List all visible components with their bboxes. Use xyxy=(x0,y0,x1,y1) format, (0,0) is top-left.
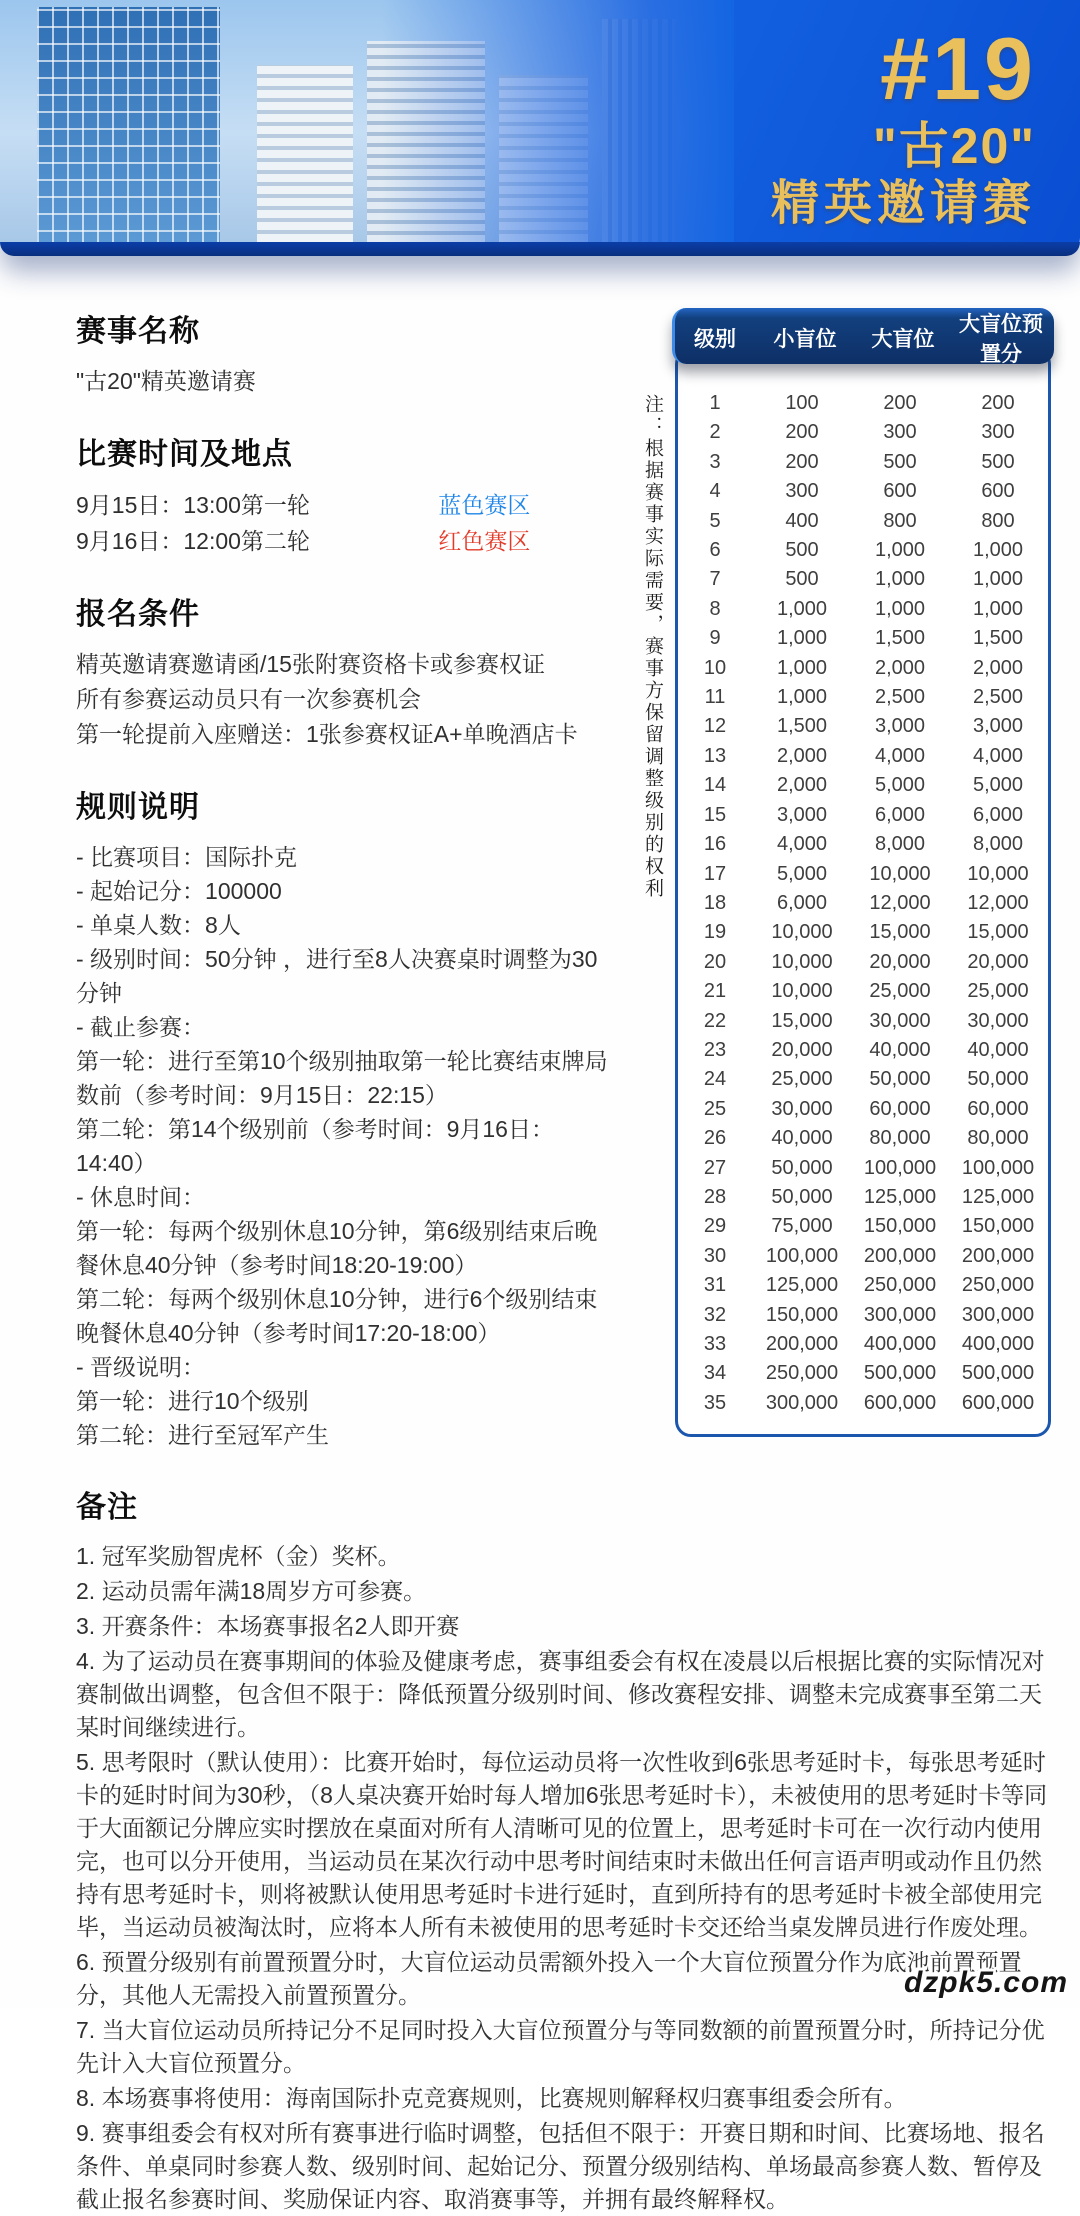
cell-ante: 25,000 xyxy=(967,980,1029,1003)
rule-line: - 起始记分：100000 xyxy=(76,878,282,904)
cell-ante: 150,000 xyxy=(961,1215,1035,1238)
cell-ante: 6,000 xyxy=(972,803,1024,826)
blinds-table-row xyxy=(678,565,1048,594)
rule-line: - 比赛项目：国际扑克 xyxy=(76,844,298,870)
cell-level: 6 xyxy=(709,539,721,562)
blinds-table-row xyxy=(678,977,1048,1006)
cell-small-blind: 500 xyxy=(785,539,819,562)
cell-big-blind: 5,000 xyxy=(874,774,926,797)
blinds-table-row xyxy=(678,801,1048,830)
cell-ante: 400,000 xyxy=(961,1333,1035,1355)
col-header-ante: 大盲位预置分 xyxy=(959,313,1043,366)
cell-ante: 5,000 xyxy=(972,774,1024,797)
cell-small-blind: 2,000 xyxy=(776,744,828,767)
schedule-time: 9月16日：12:00第二轮 xyxy=(76,528,310,554)
blinds-table-row xyxy=(678,1036,1048,1065)
cell-big-blind: 600,000 xyxy=(863,1391,937,1414)
cell-big-blind: 25,000 xyxy=(869,980,931,1003)
event-name-value: "古20"精英邀请赛 xyxy=(76,368,256,394)
cell-small-blind: 1,000 xyxy=(776,627,828,650)
rule-line: 第二轮：第14个级别前（参考时间：9月16日：14:40） xyxy=(76,1116,554,1176)
cell-big-blind: 125,000 xyxy=(863,1185,937,1208)
cell-level: 16 xyxy=(703,833,727,856)
cell-small-blind: 200 xyxy=(785,450,819,473)
watermark: dzpk5.com xyxy=(903,1966,1068,1999)
event-number: #19 xyxy=(880,19,1036,118)
cell-small-blind: 50,000 xyxy=(771,1185,833,1208)
cell-ante: 250,000 xyxy=(961,1274,1035,1297)
cell-level: 20 xyxy=(703,950,727,973)
cell-ante: 15,000 xyxy=(967,921,1029,944)
blinds-table-card xyxy=(672,308,1054,1437)
blinds-table-row xyxy=(678,1301,1048,1330)
cell-ante: 600,000 xyxy=(961,1391,1035,1414)
cell-big-blind: 4,000 xyxy=(874,744,926,767)
col-header-small-blind: 小盲位 xyxy=(773,328,837,351)
cell-big-blind: 8,000 xyxy=(874,833,926,856)
cell-level: 26 xyxy=(703,1127,727,1150)
cell-ante: 1,000 xyxy=(972,597,1024,620)
cell-big-blind: 500,000 xyxy=(863,1362,937,1385)
cell-small-blind: 150,000 xyxy=(765,1303,839,1326)
cell-level: 18 xyxy=(703,891,727,914)
note-item: 5. 思考限时（默认使用）：比赛开始时，每位运动员将一次性收到6张思考延时卡，每张思考延时卡的延时时间为30秒，（8人桌决赛开始时每人增加6张思考延时卡），未被使用的思考延时卡等同于大面额记分牌应实时摆放在桌面对所有人清晰可见的位置上，思考延时卡可在一次行动内使用完，也可以分开使用，当运动员在某次行动中思考时间结束时未做出任何言语声明或动作且仍然持有思考延时卡，则将被默认使用思考延时卡进行延时，直到所持有的思考延时卡被全部使用完毕，当运动员被淘汰时，应将本人所有未被使用的思考延时卡交还给当桌发牌员进行作废处理。 xyxy=(76,1749,1048,1940)
rule-line: 第一轮：进行10个级别 xyxy=(76,1388,309,1414)
blinds-table-row xyxy=(678,683,1048,712)
cell-small-blind: 1,000 xyxy=(776,656,828,679)
cell-small-blind: 10,000 xyxy=(771,921,833,944)
cell-big-blind: 1,000 xyxy=(874,597,926,620)
cell-big-blind: 3,000 xyxy=(874,715,926,738)
cell-level: 12 xyxy=(703,715,727,738)
cell-big-blind: 40,000 xyxy=(869,1038,931,1061)
cell-ante: 12,000 xyxy=(967,891,1029,914)
cell-small-blind: 10,000 xyxy=(771,950,833,973)
cell-level: 9 xyxy=(709,627,721,650)
cell-small-blind: 300 xyxy=(785,480,819,503)
cell-ante: 30,000 xyxy=(967,1009,1029,1032)
cell-ante: 20,000 xyxy=(967,950,1029,973)
note-item: 4. 为了运动员在赛事期间的体验及健康考虑，赛事组委会有权在凌晨以后根据比赛的实际情况对赛制做出调整，包含但不限于：降低预置分级别时间、修改赛程安排、调整未完成赛事至第二天某时间继续进行。 xyxy=(76,1648,1045,1740)
cell-small-blind: 50,000 xyxy=(771,1156,833,1179)
cell-small-blind: 25,000 xyxy=(771,1068,833,1091)
blinds-table-row xyxy=(678,1124,1048,1153)
skyline-fade-overlay xyxy=(0,0,734,242)
blinds-table-row xyxy=(678,948,1048,977)
blinds-table-row xyxy=(678,1183,1048,1212)
cell-big-blind: 300 xyxy=(883,421,917,444)
cell-level: 5 xyxy=(709,509,721,532)
cell-level: 32 xyxy=(703,1303,727,1326)
rule-line: - 休息时间： xyxy=(76,1184,206,1210)
cell-level: 27 xyxy=(703,1156,727,1179)
cell-small-blind: 500 xyxy=(785,568,819,591)
cell-level: 31 xyxy=(703,1274,727,1297)
cell-level: 28 xyxy=(703,1185,727,1208)
blinds-table-row xyxy=(678,536,1048,565)
cell-small-blind: 125,000 xyxy=(765,1274,839,1297)
blinds-table-row xyxy=(678,771,1048,800)
blinds-table-body xyxy=(675,348,1051,1437)
cell-ante: 100,000 xyxy=(961,1156,1035,1179)
cell-small-blind: 2,000 xyxy=(776,774,828,797)
cell-level: 17 xyxy=(703,862,727,885)
section-title-rules: 规则说明 xyxy=(76,791,200,824)
cell-level: 29 xyxy=(703,1215,727,1238)
rule-line: - 单桌人数：8人 xyxy=(76,912,241,938)
cell-big-blind: 250,000 xyxy=(863,1274,937,1297)
cell-level: 19 xyxy=(703,921,727,944)
cell-level: 4 xyxy=(709,480,721,503)
schedule-zone-label: 蓝色赛区 xyxy=(438,492,531,518)
cell-ante: 500 xyxy=(981,450,1015,473)
cell-ante: 8,000 xyxy=(972,833,1024,856)
blinds-table-row xyxy=(678,742,1048,771)
cell-level: 11 xyxy=(704,686,726,709)
cell-small-blind: 75,000 xyxy=(771,1215,833,1238)
cell-big-blind: 50,000 xyxy=(869,1068,931,1091)
cell-level: 15 xyxy=(703,803,727,826)
note-item: 2. 运动员需年满18周岁方可参赛。 xyxy=(76,1578,427,1604)
blinds-table-row xyxy=(678,1359,1048,1388)
cell-level: 23 xyxy=(703,1038,727,1061)
cell-ante: 4,000 xyxy=(972,744,1024,767)
cell-small-blind: 4,000 xyxy=(776,833,828,856)
cell-small-blind: 1,500 xyxy=(776,715,828,738)
cell-big-blind: 2,000 xyxy=(874,656,926,679)
blinds-table-row xyxy=(678,889,1048,918)
cell-big-blind: 10,000 xyxy=(869,862,931,885)
cell-level: 34 xyxy=(703,1362,727,1385)
cell-small-blind: 200,000 xyxy=(765,1333,839,1355)
cell-big-blind: 30,000 xyxy=(869,1009,931,1032)
cell-big-blind: 6,000 xyxy=(874,803,926,826)
blinds-table-row xyxy=(678,418,1048,447)
col-header-big-blind: 大盲位 xyxy=(871,328,935,351)
blinds-table-row xyxy=(678,1271,1048,1300)
cell-level: 13 xyxy=(703,744,727,767)
cell-big-blind: 200 xyxy=(883,392,917,414)
cell-ante: 40,000 xyxy=(967,1038,1029,1061)
cell-ante: 125,000 xyxy=(961,1185,1035,1208)
cell-level: 7 xyxy=(709,568,721,591)
blinds-table-row xyxy=(678,507,1048,536)
cell-ante: 1,500 xyxy=(972,627,1024,650)
cell-big-blind: 400,000 xyxy=(863,1333,937,1355)
cell-ante: 50,000 xyxy=(967,1068,1029,1091)
cell-big-blind: 1,000 xyxy=(874,568,926,591)
section-title-schedule: 比赛时间及地点 xyxy=(76,438,293,471)
registration-line: 第一轮提前入座赠送：1张参赛权证A+单晚酒店卡 xyxy=(76,721,578,747)
cell-level: 35 xyxy=(703,1391,727,1414)
table-side-note: 注：根据赛事实际需要，赛事方保留调整级别的权利 xyxy=(642,394,663,900)
cell-big-blind: 100,000 xyxy=(863,1156,937,1179)
blinds-table-row xyxy=(678,1212,1048,1241)
banner-bottom-bezel xyxy=(0,242,1080,256)
cell-level: 21 xyxy=(703,980,727,1003)
schedule-time: 9月15日：13:00第一轮 xyxy=(76,492,310,518)
rule-line: - 级别时间：50分钟 ，进行至8人决赛桌时调整为30分钟 xyxy=(76,946,598,1006)
city-skyline-image xyxy=(0,0,734,242)
section-notes xyxy=(76,1482,1050,2216)
rule-line: 第一轮：进行至第10个级别抽取第一轮比赛结束牌局数前（参考时间：9月15日：22:15） xyxy=(76,1048,608,1108)
cell-big-blind: 1,500 xyxy=(874,627,926,650)
cell-level: 2 xyxy=(709,421,721,444)
cell-small-blind: 100,000 xyxy=(765,1244,839,1267)
cell-level: 33 xyxy=(703,1333,727,1355)
cell-big-blind: 300,000 xyxy=(863,1303,937,1326)
cell-ante: 300 xyxy=(981,421,1015,444)
blinds-table-row xyxy=(678,624,1048,653)
cell-ante: 600 xyxy=(981,480,1015,503)
cell-level: 14 xyxy=(703,774,727,797)
cell-level: 25 xyxy=(703,1097,727,1120)
cell-big-blind: 12,000 xyxy=(869,891,931,914)
section-title-registration: 报名条件 xyxy=(76,598,200,631)
event-title-line1: "古20" xyxy=(872,118,1036,174)
blinds-table-row xyxy=(678,1007,1048,1036)
blinds-table-row xyxy=(678,830,1048,859)
blinds-table-row xyxy=(678,1330,1048,1359)
blinds-table-row xyxy=(678,712,1048,741)
cell-small-blind: 3,000 xyxy=(776,803,828,826)
cell-ante: 2,000 xyxy=(972,656,1024,679)
blinds-table-row xyxy=(678,1095,1048,1124)
cell-small-blind: 1,000 xyxy=(776,597,828,620)
cell-big-blind: 2,500 xyxy=(874,686,926,709)
cell-small-blind: 10,000 xyxy=(771,980,833,1003)
cell-level: 30 xyxy=(703,1244,727,1267)
cell-small-blind: 6,000 xyxy=(776,891,828,914)
rule-line: 第二轮：进行至冠军产生 xyxy=(76,1422,329,1448)
cell-level: 1 xyxy=(709,392,721,414)
blinds-table-row xyxy=(678,860,1048,889)
note-item: 1. 冠军奖励智虎杯（金）奖杯。 xyxy=(76,1543,401,1569)
poster-content xyxy=(0,256,1080,2216)
blinds-table-row xyxy=(678,448,1048,477)
registration-line: 所有参赛运动员只有一次参赛机会 xyxy=(76,686,421,712)
cell-level: 8 xyxy=(709,597,721,620)
cell-ante: 200,000 xyxy=(961,1244,1035,1267)
cell-ante: 10,000 xyxy=(967,862,1029,885)
cell-big-blind: 800 xyxy=(883,509,917,532)
cell-small-blind: 300,000 xyxy=(765,1391,839,1414)
blinds-table-row xyxy=(678,595,1048,624)
cell-ante: 500,000 xyxy=(961,1362,1035,1385)
cell-big-blind: 200,000 xyxy=(863,1244,937,1267)
cell-small-blind: 400 xyxy=(785,509,819,532)
cell-big-blind: 150,000 xyxy=(863,1215,937,1238)
cell-big-blind: 600 xyxy=(883,480,917,503)
blinds-structure-panel xyxy=(632,308,1050,1437)
schedule-zone-label: 红色赛区 xyxy=(438,528,531,554)
cell-ante: 2,500 xyxy=(972,686,1024,709)
cell-small-blind: 15,000 xyxy=(771,1009,833,1032)
cell-ante: 800 xyxy=(981,509,1015,532)
cell-small-blind: 30,000 xyxy=(771,1097,833,1120)
blinds-table-row xyxy=(678,1242,1048,1271)
cell-small-blind: 250,000 xyxy=(765,1362,839,1385)
cell-big-blind: 500 xyxy=(883,450,917,473)
event-title-line2: 精英邀请赛 xyxy=(770,177,1036,230)
cell-small-blind: 20,000 xyxy=(771,1038,833,1061)
col-header-level: 级别 xyxy=(694,328,736,351)
cell-ante: 3,000 xyxy=(972,715,1024,738)
note-item: 6. 预置分级别有前置预置分时，大盲位运动员需额外投入一个大盲位预置分作为底池前置预置分，其他人无需投入前置预置分。 xyxy=(76,1949,1022,2008)
blinds-table-row xyxy=(678,1065,1048,1094)
blinds-table-header xyxy=(672,308,1054,364)
cell-big-blind: 1,000 xyxy=(874,539,926,562)
cell-big-blind: 15,000 xyxy=(869,921,931,944)
cell-small-blind: 100 xyxy=(785,392,819,414)
cell-ante: 200 xyxy=(981,392,1015,414)
rule-line: - 截止参赛： xyxy=(76,1014,206,1040)
cell-level: 24 xyxy=(703,1068,727,1091)
section-title-event-name: 赛事名称 xyxy=(76,315,200,348)
cell-level: 22 xyxy=(703,1009,727,1032)
cell-level: 10 xyxy=(703,656,727,679)
note-item: 9. 赛事组委会有权对所有赛事进行临时调整，包括但不限于：开赛日期和时间、比赛场地、报名条件、单桌同时参赛人数、级别时间、起始记分、预置分级别结构、单场最高参赛人数、暂停及截止报名参赛时间、奖励保证内容、取消赛事等，并拥有最终解释权。 xyxy=(76,2120,1045,2212)
rule-line: 第二轮：每两个级别休息10分钟，进行6个级别结束晚餐休息40分钟（参考时间17:20-18:00） xyxy=(76,1286,598,1346)
cell-ante: 1,000 xyxy=(972,568,1024,591)
blinds-table-row xyxy=(678,918,1048,947)
registration-line: 精英邀请赛邀请函/15张附赛资格卡或参赛权证 xyxy=(76,651,545,677)
cell-ante: 300,000 xyxy=(961,1303,1035,1326)
note-item: 8. 本场赛事将使用：海南国际扑克竞赛规则，比赛规则解释权归赛事组委会所有。 xyxy=(76,2085,907,2111)
note-item: 3. 开赛条件：本场赛事报名2人即开赛 xyxy=(76,1613,460,1639)
cell-ante: 60,000 xyxy=(967,1097,1029,1120)
cell-big-blind: 60,000 xyxy=(869,1097,931,1120)
blinds-table-row xyxy=(678,389,1048,418)
blinds-table-row xyxy=(678,654,1048,683)
cell-small-blind: 200 xyxy=(785,421,819,444)
cell-small-blind: 1,000 xyxy=(776,686,828,709)
cell-big-blind: 80,000 xyxy=(869,1127,931,1150)
blinds-table-row xyxy=(678,1389,1048,1418)
rule-line: 第一轮：每两个级别休息10分钟，第6级别结束后晚餐休息40分钟（参考时间18:20-19:00） xyxy=(76,1218,598,1278)
cell-ante: 1,000 xyxy=(972,539,1024,562)
cell-small-blind: 5,000 xyxy=(776,862,828,885)
rule-line: - 晋级说明： xyxy=(76,1354,206,1380)
event-banner xyxy=(0,0,1080,256)
cell-small-blind: 40,000 xyxy=(771,1127,833,1150)
section-title-notes: 备注 xyxy=(76,1491,138,1524)
blinds-table-row xyxy=(678,477,1048,506)
cell-level: 3 xyxy=(709,450,721,473)
cell-big-blind: 20,000 xyxy=(869,950,931,973)
blinds-table-row xyxy=(678,1154,1048,1183)
note-item: 7. 当大盲位运动员所持记分不足同时投入大盲位预置分与等同数额的前置预置分时，所持记分优先计入大盲位预置分。 xyxy=(76,2017,1045,2076)
cell-ante: 80,000 xyxy=(967,1127,1029,1150)
banner-title-block xyxy=(770,19,1036,232)
